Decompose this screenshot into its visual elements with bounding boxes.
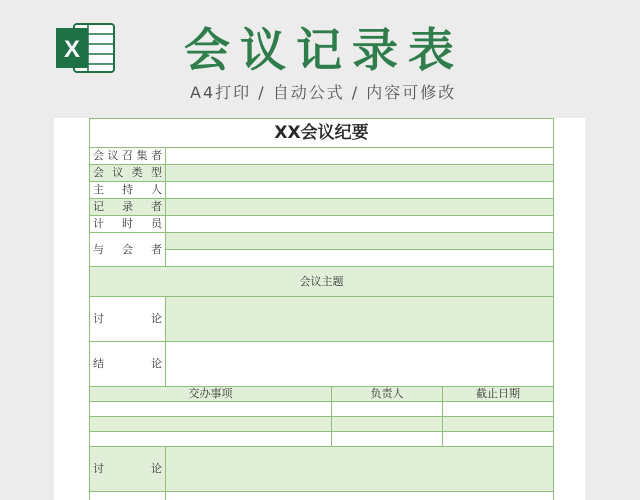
meeting-record-table [89,118,554,500]
blank-label-cell [90,492,166,500]
discussion-cell[interactable] [166,297,554,342]
meeting-type-label: 会 议 类 型 [90,165,166,182]
page-subtitle: A4打印 / 自动公式 / 内容可修改 [190,83,457,102]
attendees-cell-2[interactable] [166,250,554,267]
header [0,0,640,118]
task-owner-header: 负责人 [332,387,443,402]
recorder-label: 记 录 者 [90,199,166,216]
convener-label: 会议召集者 [90,148,166,165]
task-item-cell[interactable] [90,417,332,432]
spreadsheet-preview [54,118,585,500]
meeting-type-cell[interactable] [166,165,554,182]
host-cell[interactable] [166,182,554,199]
convener-cell[interactable] [166,148,554,165]
timekeeper-cell[interactable] [166,216,554,233]
task-owner-cell[interactable] [332,402,443,417]
blank-cell[interactable] [166,492,554,500]
discussion-label: 讨论 [90,297,166,342]
page-title: 会议记录表 [184,23,464,77]
discussion2-cell[interactable] [166,447,554,492]
task-item-header: 交办事项 [90,387,332,402]
recorder-cell[interactable] [166,199,554,216]
svg-text:X: X [63,36,81,63]
task-owner-cell[interactable] [332,417,443,432]
conclusion-cell[interactable] [166,342,554,387]
task-owner-cell[interactable] [332,432,443,447]
task-item-cell[interactable] [90,432,332,447]
doc-title: XX会议纪要 [90,119,554,148]
discussion2-label: 讨论 [90,447,166,492]
attendees-cell-1[interactable] [166,233,554,250]
task-deadline-cell[interactable] [443,402,554,417]
timekeeper-label: 计 时 员 [90,216,166,233]
attendees-label: 与 会 者 [90,233,166,267]
task-item-cell[interactable] [90,402,332,417]
task-deadline-cell[interactable] [443,417,554,432]
conclusion-label: 结论 [90,342,166,387]
excel-logo-icon [54,20,116,76]
task-deadline-cell[interactable] [443,432,554,447]
host-label: 主 持 人 [90,182,166,199]
topic-header: 会议主题 [90,267,554,297]
task-deadline-header: 截止日期 [443,387,554,402]
